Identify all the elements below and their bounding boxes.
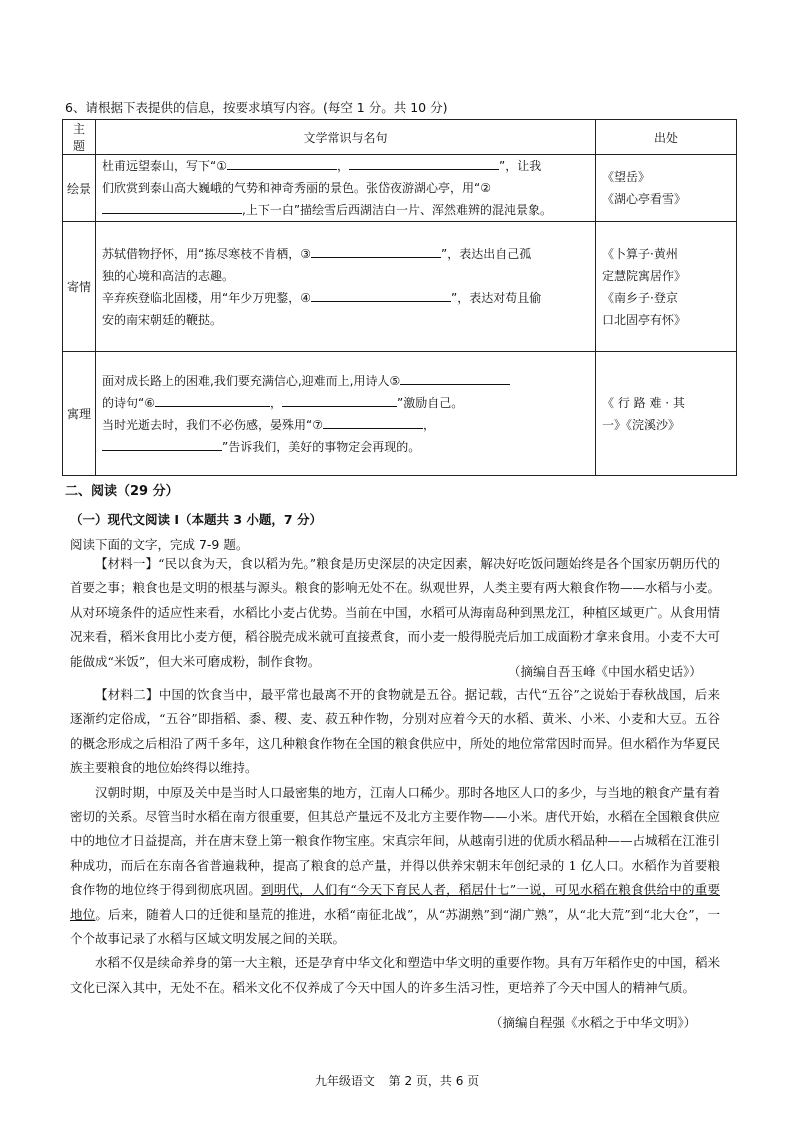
answer-blank-1a[interactable] [227, 155, 337, 170]
subsection-title: （一）现代文阅读 I（本题共 3 小题，7 分） [70, 512, 322, 527]
header-content: 文学常识与名句 [96, 120, 596, 155]
material-two-paragraph-3: 水稻不仅是续命养身的第一大主粮，还是孕育中华文化和塑造中华文明的重要作物。具有万年稻作史的中国，稻米文化已深入其中，无处不在。稻米文化不仅养成了今天中国人的许多生活习性，更培养了今天中国人的精神气质。 [70, 955, 721, 995]
answer-blank-7b[interactable] [102, 436, 222, 451]
row-source: 《 行 路 难 · 其 一》《浣溪沙》 [596, 352, 737, 476]
table-row [63, 155, 737, 222]
row-content: 苏轼借物抒怀，用“拣尽寒枝不肯栖，③ ”，表达出自己孤 独的心境和高洁的志趣。 辛弃疾登临北固楼，用“年少万兜鍪，④ ”，表达对苟且偷 安的南宋朝廷的鞭挞。 [96, 222, 596, 352]
answer-blank-2[interactable] [102, 199, 242, 214]
question-6-title: 6、请根据下表提供的信息，按要求填写内容。(每空 1 分。共 10 分) [65, 100, 448, 115]
page-footer [0, 1072, 794, 1089]
table-row [63, 222, 737, 352]
reading-instructions: 阅读下面的文字，完成 7-9 题。 [70, 537, 249, 552]
row-source: 《卜算子·黄州 定慧院寓居作》 《南乡子·登京 口北固亭有怀》 [596, 222, 737, 352]
header-source: 出处 [596, 120, 737, 155]
header-theme: 主题 [63, 120, 96, 155]
answer-blank-5[interactable] [400, 370, 510, 385]
row-content: 面对成长路上的困难,我们要充满信心,迎难而上,用诗人⑤ 的诗句“⑥ ， ”激励自己。 当时光逝去时，我们不必伤感，晏殊用“⑦ ， ”告诉我们，美好的事物定会再现的。 [96, 352, 596, 476]
footer-subject: 九年级语文 [314, 1074, 375, 1088]
row-theme: 寄情 [63, 222, 96, 352]
table-header-row [63, 120, 737, 155]
row-content: 杜甫远望泰山，写下“① ， ”，让我 们欣赏到泰山高大巍峨的气势和神奇秀丽的景色。张岱夜游湖心亭，用“② ,上下一白”描绘雪后西湖洁白一片、浑然难辨的混沌景象。 [96, 155, 596, 222]
answer-blank-1b[interactable] [349, 155, 499, 170]
material-two-source: （摘编自程强《水稻之于中华文明》） [490, 1015, 697, 1030]
material-two-paragraph-2: 汉朝时期，中原及关中是当时人口最密集的地方，江南人口稀少。那时各地区人口的多少，与当地的粮食产量有着密切的关系。尽管当时水稻在南方很重要，但其总产量远不及北方主要作物——小米。唐代开始，水稻在全国粮食供应中的地位才日益提高，并在唐末登上第一粮食作物宝座。宋真宗年间，从越南引进的优质水稻品种——占城稻在江淮引种成功，而后在东南各省普遍栽种，提高了粮食的总产量，并得以供养宋朝末年创纪录的 1 亿人口。水稻作为首要粮食作物的地位终于得到彻底巩固。到明代，人们有“今天下育民人者，稻居什七”一说，可见水稻在粮食供给中的重要地位。后来，随着人口的迁徙和垦荒的推进，水稻“南征北战”，从“苏湖熟”到“湖广熟”，从“北大荒”到“北大仓”，一个个故事记录了水稻与区域文明发展之间的关联。 [70, 784, 721, 947]
answer-blank-3[interactable] [311, 243, 441, 258]
material-one [70, 552, 720, 674]
literature-table [62, 119, 737, 476]
material-one-text: 【材料一】“民以食为天，食以稻为先。”粮食是历史深层的决定因素，解决好吃饭问题始终是各个国家历朝历代的首要之事；粮食也是文明的根基与源头。粮食的影响无处不在。纵观世界，人类主要有两大粮食作物——水稻与小麦。从对环境条件的适应性来看，水稻比小麦占优势。当前在中国，水稻可从海南岛种到黑龙江，种植区域更广。从食用情况来看，稻米食用比小麦方便，稻谷脱壳成米就可直接煮食，而小麦一般得脱壳后加工成面粉才拿来食用。小麦不大可能做成“米饭”，但大米可磨成粉，制作食物。 [70, 556, 721, 669]
row-theme: 寓理 [63, 352, 96, 476]
footer-page-number: 第 2 页，共 6 页 [388, 1074, 480, 1088]
answer-blank-4[interactable] [311, 287, 451, 302]
answer-blank-7a[interactable] [323, 414, 423, 429]
material-two-paragraph-1: 【材料二】中国的饮食当中，最平常也最离不开的食物就是五谷。据记载，古代“五谷”之说始于春秋战国，后来逐渐约定俗成，“五谷”即指稻、黍、稷、麦、菽五种作物，分别对应着今天的水稻、黄米、小米、小麦和大豆。五谷的概念形成之后相沿了两千多年，这几种粮食作物在全国的粮食供应中，所处的地位常常因时而异。但水稻作为华夏民族主要粮食的地位始终得以维持。 [70, 687, 721, 776]
row-theme: 绘景 [63, 155, 96, 222]
answer-blank-6a[interactable] [155, 392, 270, 407]
row-source: 《望岳》 《湖心亭看雪》 [596, 155, 737, 222]
material-one-source: （摘编自吾玉峰《中国水稻史话》） [508, 664, 702, 679]
table-row [63, 352, 737, 476]
section-title: 二、阅读（29 分） [65, 484, 179, 499]
material-two [70, 683, 720, 1000]
answer-blank-6b[interactable] [282, 392, 397, 407]
underlined-sentence: 到明代，人们有“今天下育民人者，稻居什七”一说，可见水稻在粮食供给中的重要地位 [70, 882, 720, 922]
